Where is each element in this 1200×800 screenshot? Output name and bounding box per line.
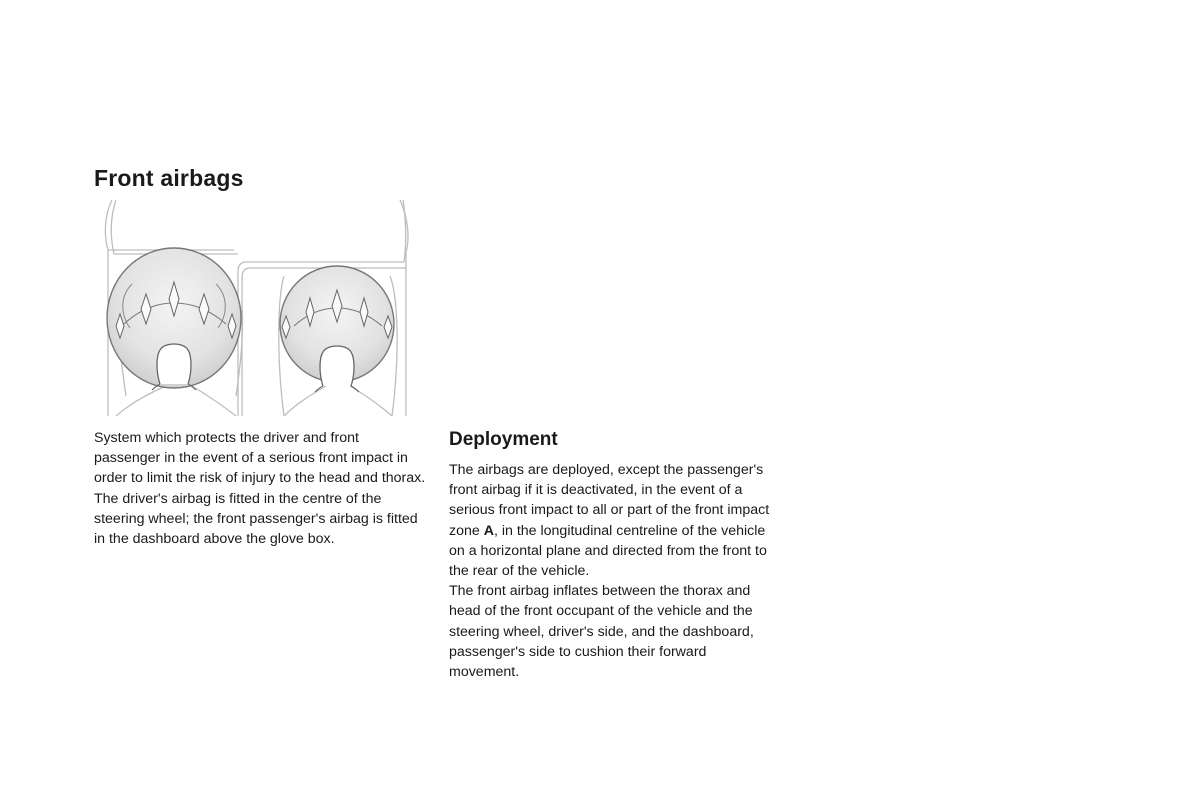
airbag-location-paragraph: The driver's airbag is fitted in the centre of the steering wheel; the front passenger's airbag is fitted in the dashboard above the glove box.: [94, 490, 418, 548]
deployment-text-part-2: , in the longitudinal centreline of the vehicle on a horizontal plane and directed from the front to the rear of the vehicle.: [449, 522, 767, 580]
intro-paragraph: System which protects the driver and front passenger in the event of a serious front impact in order to limit the risk of injury to the head and thorax.: [94, 430, 426, 487]
airbag-deployment-illustration: [94, 196, 424, 418]
inflation-paragraph: The front airbag inflates between the thorax and head of the front occupant of the vehicle and the steering wheel, driver's side, and the dashboard, passenger's side to cushion their forward movement.: [449, 583, 754, 681]
deployment-paragraph: [449, 460, 774, 581]
impact-zone-label: A: [483, 522, 494, 539]
deployment-text-part-1: The airbags are deployed, except the passenger's front airbag if it is deactivated, in the event of a serious front impact to all or part of the front impact zone: [449, 462, 770, 539]
passenger-airbag-icon: [280, 266, 394, 392]
deployment-section: [449, 428, 774, 682]
deployment-heading: Deployment: [449, 429, 558, 450]
driver-airbag-icon: [107, 248, 241, 390]
intro-text-column: [94, 428, 429, 549]
page-title: Front airbags: [94, 165, 244, 191]
